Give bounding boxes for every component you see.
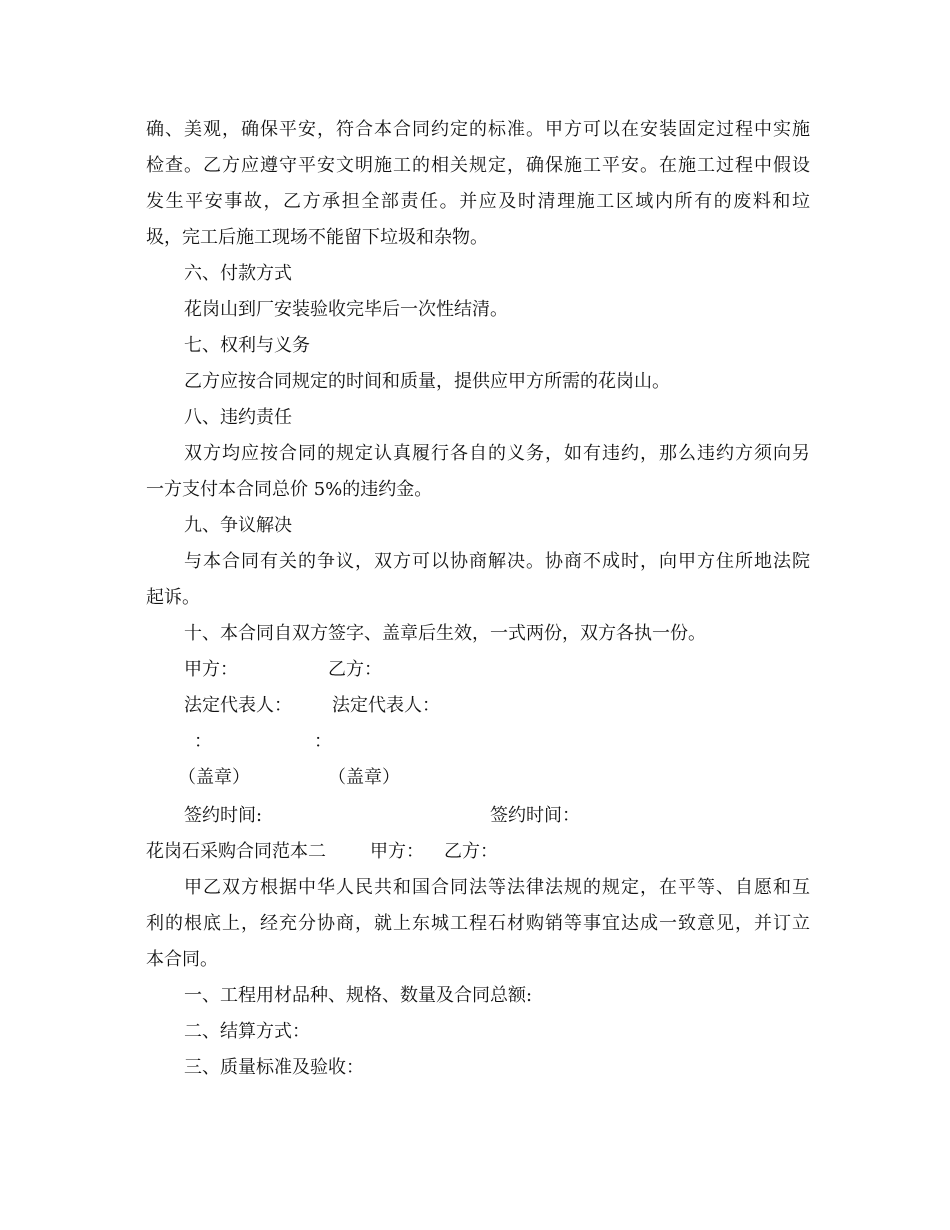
paragraph-line: 一方支付本合同总价 5%的违约金。	[146, 479, 433, 500]
legal-rep-a-label: 法定代表人：	[184, 695, 292, 716]
party-a-label: 甲方：	[184, 659, 238, 680]
paragraph-line: 检查。乙方应遵守平安文明施工的相关规定，确保施工平安。在施工过程中假设	[146, 155, 810, 176]
paragraph-line: 花岗山到厂安装验收完毕后一次性结清。	[184, 299, 508, 320]
legal-rep-b-label: 法定代表人：	[332, 695, 440, 716]
paragraph-line: 与本合同有关的争议，双方可以协商解决。协商不成时，向甲方住所地法院	[184, 551, 810, 572]
paragraph-line: 双方均应按合同的规定认真履行各自的义务，如有违约，那么违约方须向另	[184, 443, 810, 464]
rep-b-colon: ：	[314, 731, 332, 752]
template-two-title: 花岗石采购合同范本二	[146, 841, 326, 862]
paragraph-line: 甲乙双方根据中华人民共和国合同法等法律法规的规定，在平等、自愿和互	[184, 877, 810, 898]
seal-a-label: （盖章）	[178, 767, 250, 788]
section-heading-effect: 十、本合同自双方签字、盖章后生效，一式两份，双方各执一份。	[184, 623, 706, 644]
party-b-label: 乙方：	[328, 659, 382, 680]
paragraph-line: 圾，完工后施工现场不能留下垃圾和杂物。	[146, 227, 488, 248]
paragraph-line: 确、美观，确保平安，符合本合同约定的标准。甲方可以在安装固定过程中实施	[146, 119, 810, 140]
section-heading-liability: 八、违约责任	[184, 407, 292, 428]
paragraph-line: 乙方应按合同规定的时间和质量，提供应甲方所需的花岗山。	[184, 371, 670, 392]
sign-date-b-label: 签约时间：	[490, 805, 580, 826]
seal-b-label: （盖章）	[328, 767, 400, 788]
section-heading-materials: 一、工程用材品种、规格、数量及合同总额:	[184, 985, 533, 1006]
section-heading-settlement: 二、结算方式：	[184, 1021, 310, 1042]
paragraph-line: 发生平安事故，乙方承担全部责任。并应及时清理施工区域内所有的废料和垃	[146, 191, 810, 212]
rep-a-colon: ：	[194, 731, 212, 752]
sign-date-a-label: 签约时间:	[184, 805, 263, 826]
paragraph-line: 起诉。	[146, 587, 200, 608]
section-heading-dispute: 九、争议解决	[184, 515, 292, 536]
paragraph-line: 本合同。	[146, 949, 218, 970]
template-two-party-a: 甲方：	[370, 841, 424, 862]
template-two-party-b: 乙方：	[444, 841, 498, 862]
section-heading-payment: 六、付款方式	[184, 263, 292, 284]
section-heading-rights: 七、权利与义务	[184, 335, 310, 356]
section-heading-quality: 三、质量标准及验收：	[184, 1057, 364, 1078]
paragraph-line: 利的根底上，经充分协商，就上东城工程石材购销等事宜达成一致意见，并订立	[146, 913, 810, 934]
